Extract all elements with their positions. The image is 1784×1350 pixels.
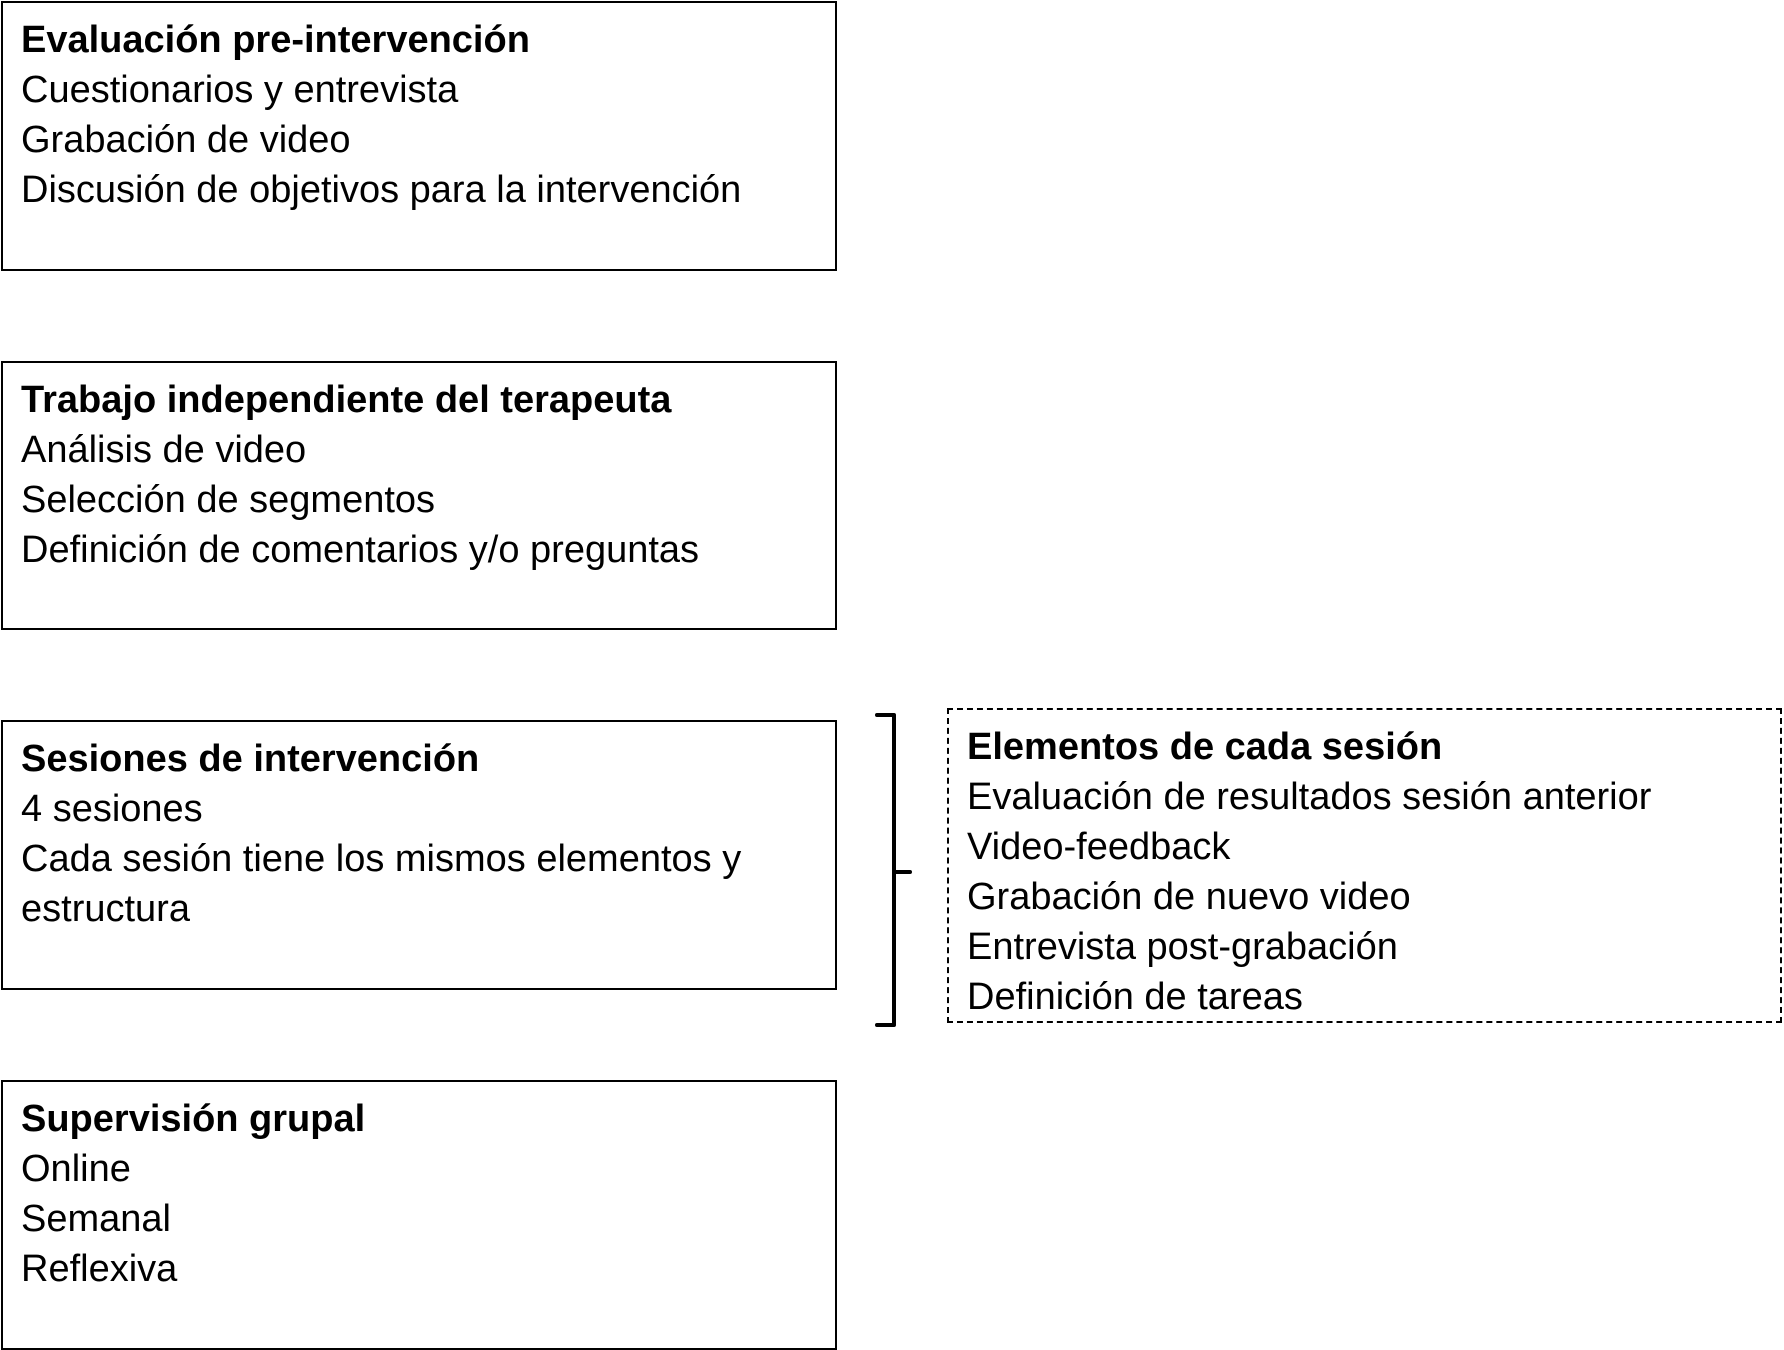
supervision-box: [1, 1080, 837, 1350]
pre-intervention-box: [1, 1, 837, 271]
supervision-item: Reflexiva: [21, 1248, 178, 1290]
independent-work-item: Definición de comentarios y/o preguntas: [21, 529, 700, 571]
pre-intervention-item: Cuestionarios y entrevista: [21, 69, 459, 111]
pre-intervention-title: Evaluación pre-intervención: [21, 19, 530, 61]
supervision-item: Semanal: [21, 1198, 171, 1240]
independent-work-title: Trabajo independiente del terapeuta: [21, 379, 672, 421]
pre-intervention-item: Discusión de objetivos para la intervención: [21, 169, 742, 211]
session-elements-item: Definición de tareas: [967, 976, 1303, 1018]
session-elements-item: Grabación de nuevo video: [967, 876, 1411, 918]
session-elements-item: Entrevista post-grabación: [967, 926, 1398, 968]
sessions-item: Cada sesión tiene los mismos elementos y: [21, 838, 742, 880]
independent-work-box: [1, 361, 837, 630]
supervision-title: Supervisión grupal: [21, 1098, 366, 1140]
independent-work-item: Selección de segmentos: [21, 479, 436, 521]
sessions-item: estructura: [21, 888, 190, 930]
pre-intervention-item: Grabación de video: [21, 119, 351, 161]
sessions-item: 4 sesiones: [21, 788, 203, 830]
bracket-connector: [870, 712, 920, 1030]
independent-work-item: Análisis de video: [21, 429, 307, 471]
sessions-box: [1, 720, 837, 990]
session-elements-title: Elementos de cada sesión: [967, 726, 1443, 768]
supervision-item: Online: [21, 1148, 131, 1190]
session-elements-box: [947, 708, 1782, 1023]
session-elements-item: Video-feedback: [967, 826, 1231, 868]
sessions-title: Sesiones de intervención: [21, 738, 480, 780]
session-elements-item: Evaluación de resultados sesión anterior: [967, 776, 1652, 818]
